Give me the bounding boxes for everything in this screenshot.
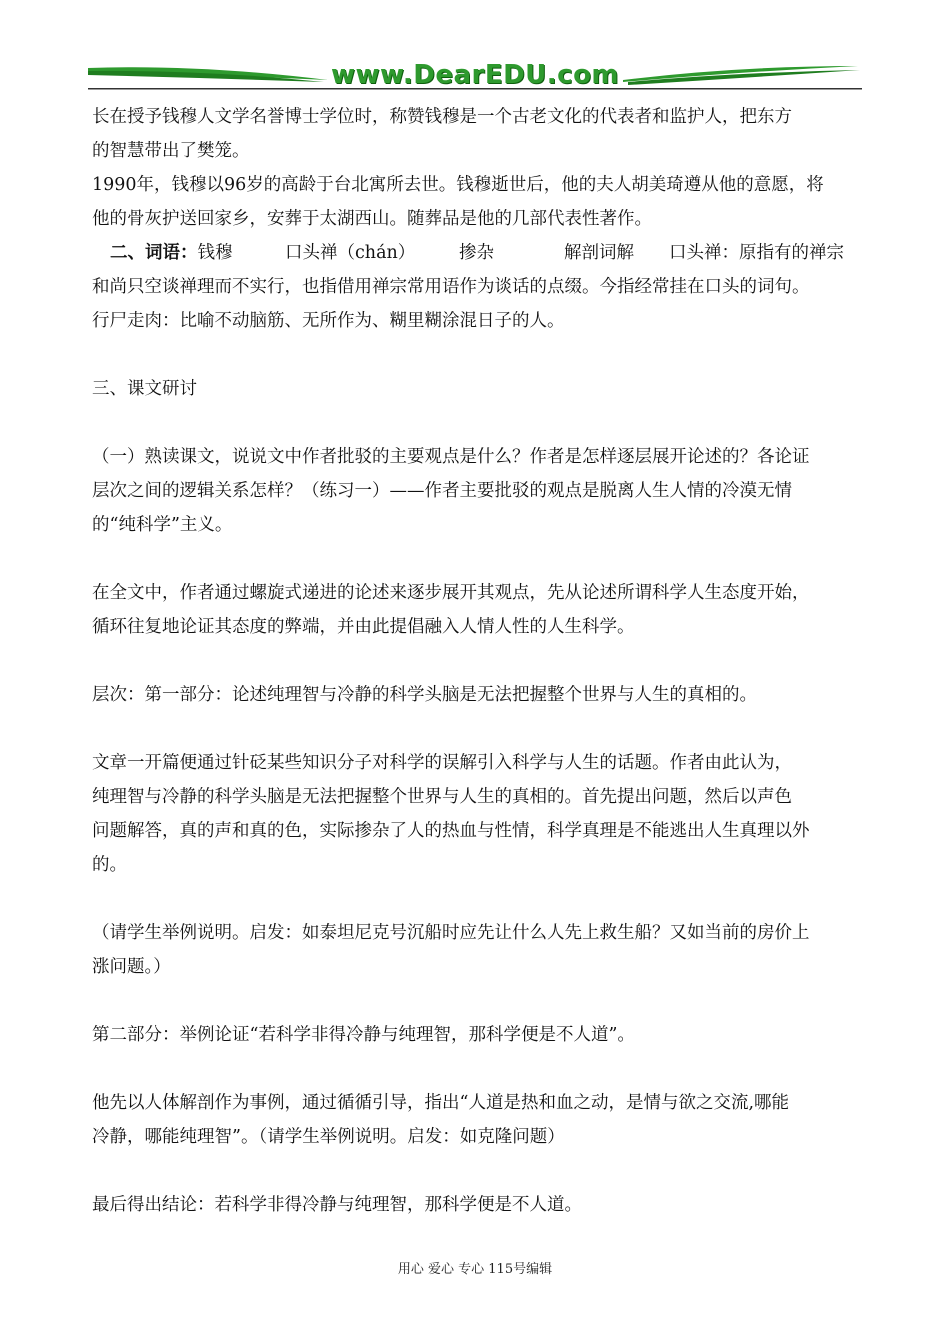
paragraph-line: 的“纯科学”主义。 — [92, 515, 233, 535]
vocabulary-text: 钱穆 口头禅（chán） 掺杂 解剖词解 口头禅：原指有的禅宗 — [197, 243, 845, 263]
paragraph-line: 层次：第一部分：论述纯理智与冷静的科学头脑是无法把握整个世界与人生的真相的。 — [92, 685, 757, 705]
section-heading-text-study: 三、课文研讨 — [92, 379, 197, 399]
site-logo: www.DearEDU.com — [330, 60, 620, 90]
paragraph-line: 和尚只空谈禅理而不实行，也指借用禅宗常用语作为谈话的点缀。今指经常挂在口头的词句。 — [92, 277, 810, 297]
paragraph-line: （一）熟读课文，说说文中作者批驳的主要观点是什么？作者是怎样逐层展开论述的？各论证 — [92, 447, 810, 467]
site-header — [88, 58, 862, 98]
paragraph-line: 长在授予钱穆人文学名誉博士学位时，称赞钱穆是一个古老文化的代表者和监护人，把东方 — [92, 107, 792, 127]
section-heading-vocabulary: 二、词语： — [110, 243, 198, 263]
paragraph-line: 的。 — [92, 855, 127, 875]
paragraph-line: 1990年，钱穆以96岁的高龄于台北寓所去世。钱穆逝世后，他的夫人胡美琦遵从他的意愿，将 — [92, 175, 824, 195]
paragraph-line: 行尸走肉：比喻不动脑筋、无所作为、糊里糊涂混日子的人。 — [92, 311, 565, 331]
paragraph-line: 他的骨灰护送回家乡，安葬于太湖西山。随葬品是他的几部代表性著作。 — [92, 209, 652, 229]
paragraph-line: 冷静，哪能纯理智”。（请学生举例说明。启发：如克隆问题） — [92, 1127, 565, 1147]
paragraph-line: （请学生举例说明。启发：如泰坦尼克号沉船时应先让什么人先上救生船？又如当前的房价上 — [92, 923, 810, 943]
paragraph-line: 纯理智与冷静的科学头脑是无法把握整个世界与人生的真相的。首先提出问题，然后以声色 — [92, 787, 792, 807]
paragraph-line: 最后得出结论：若科学非得冷静与纯理智，那科学便是不人道。 — [92, 1195, 582, 1215]
document-body — [92, 100, 862, 1222]
page-footer: 用心 爱心 专心 115号编辑 — [397, 1262, 553, 1277]
paragraph-line: 第二部分：举例论证“若科学非得冷静与纯理智，那科学便是不人道”。 — [92, 1025, 635, 1045]
paragraph-line: 文章一开篇便通过针砭某些知识分子对科学的误解引入科学与人生的话题。作者由此认为， — [92, 753, 792, 773]
vocabulary-line — [92, 236, 862, 270]
paragraph-line: 他先以人体解剖作为事例，通过循循引导，指出“人道是热和血之动，是情与欲之交流,哪能 — [92, 1093, 790, 1113]
paragraph-line: 的智慧带出了樊笼。 — [92, 141, 250, 161]
paragraph-line: 涨问题。） — [92, 957, 171, 977]
paragraph-line: 循环往复地论证其态度的弊端，并由此提倡融入人情人性的人生科学。 — [92, 617, 635, 637]
paragraph-line: 在全文中，作者通过螺旋式递进的论述来逐步展开其观点，先从论述所谓科学人生态度开始， — [92, 583, 810, 603]
paragraph-line: 层次之间的逻辑关系怎样？（练习一）——作者主要批驳的观点是脱离人生人情的冷漠无情 — [92, 481, 792, 501]
paragraph-line: 问题解答，真的声和真的色，实际掺杂了人的热血与性情，科学真理是不能逃出人生真理以外 — [92, 821, 810, 841]
